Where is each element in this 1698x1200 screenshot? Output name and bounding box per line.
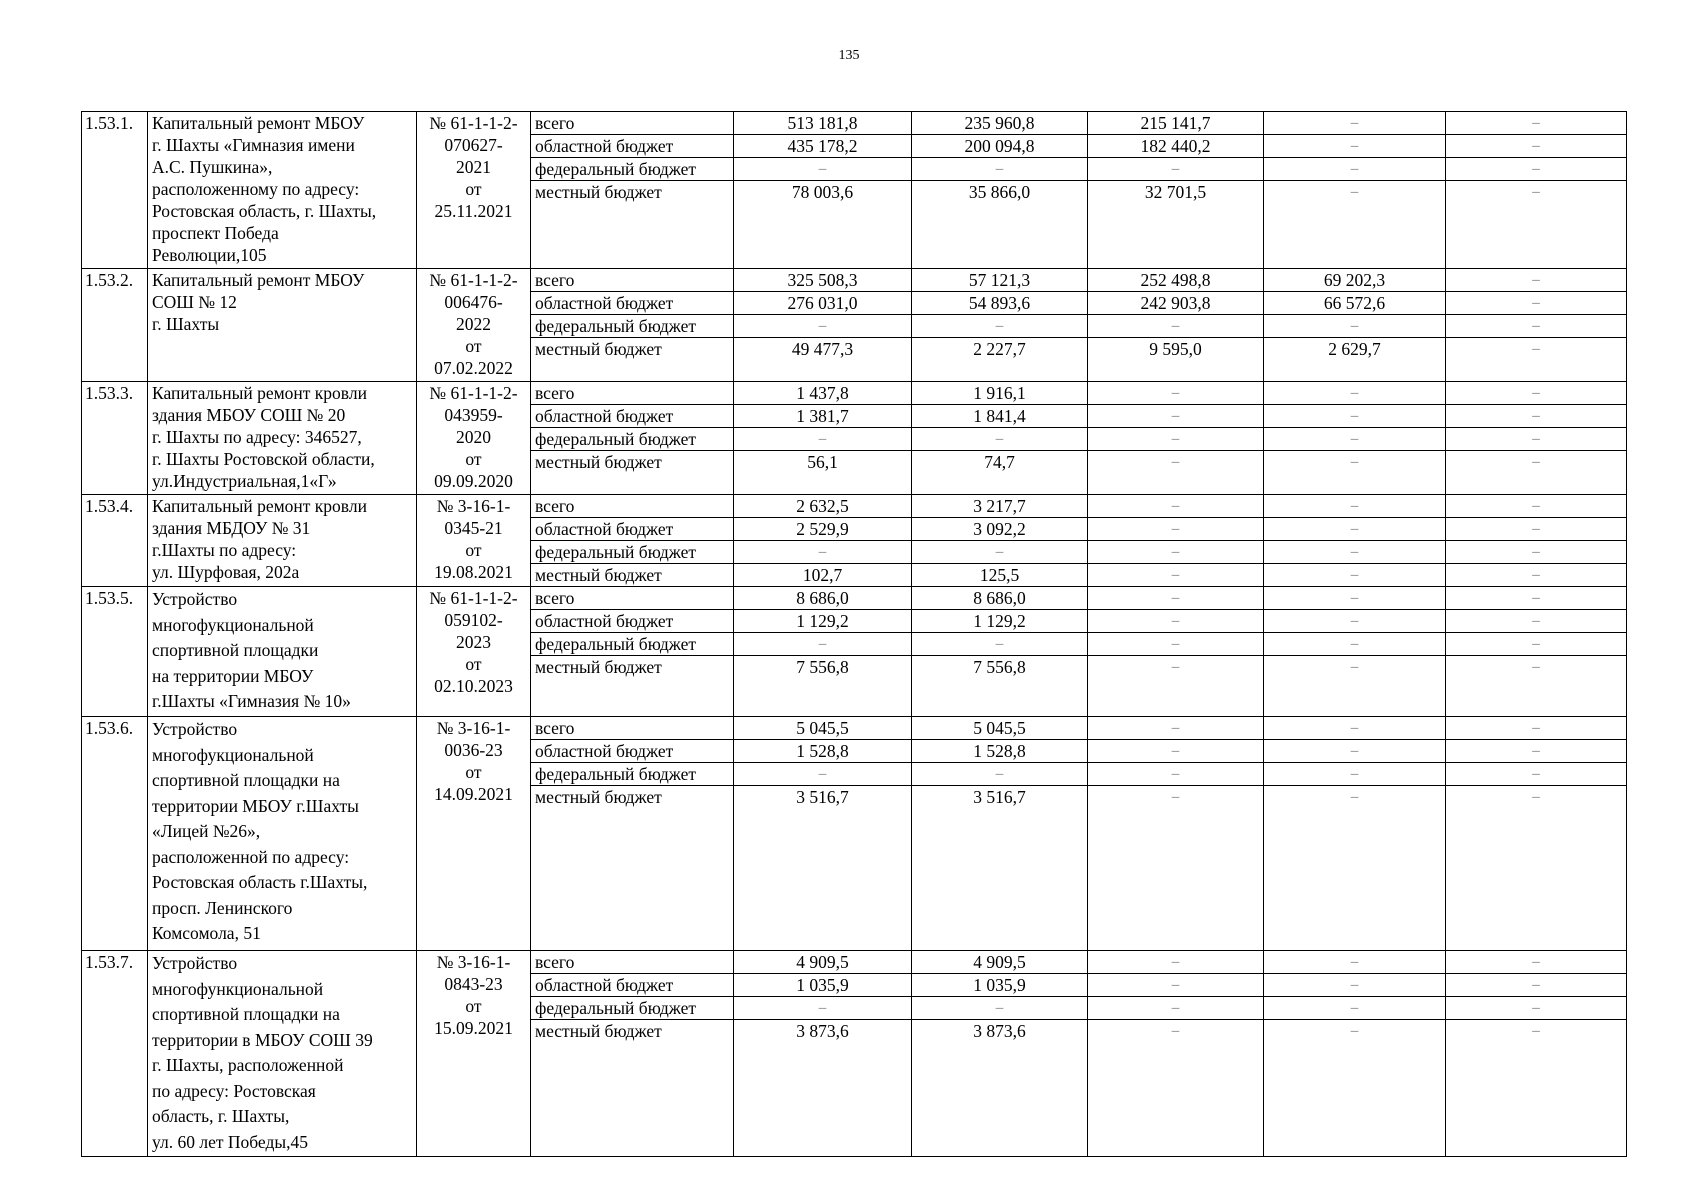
amount-cell: 252 498,8 xyxy=(1088,269,1264,292)
item-name-line: Комсомола, 51 xyxy=(152,923,261,943)
document-ref-line: 2020 xyxy=(456,427,491,447)
amount-cell: 1 528,8 xyxy=(734,740,912,763)
item-name xyxy=(148,382,417,495)
funding-source: всего xyxy=(531,382,734,405)
document-ref-line: 059102- xyxy=(444,610,503,630)
amount-cell: – xyxy=(1264,786,1446,951)
item-name-line: Устройство xyxy=(152,953,238,973)
funding-source: всего xyxy=(531,951,734,974)
amount-cell: – xyxy=(1264,518,1446,541)
amount-cell: 35 866,0 xyxy=(912,181,1088,269)
item-name-line: расположенному по адресу: xyxy=(152,179,360,199)
amount-cell: – xyxy=(1446,135,1627,158)
document-ref-line: 0036-23 xyxy=(444,740,503,760)
amount-cell: 435 178,2 xyxy=(734,135,912,158)
amount-cell: – xyxy=(1264,763,1446,786)
amount-cell: 78 003,6 xyxy=(734,181,912,269)
amount-cell: – xyxy=(1446,382,1627,405)
table-row xyxy=(82,951,1627,974)
funding-source: областной бюджет xyxy=(531,135,734,158)
item-name-line: область, г. Шахты, xyxy=(152,1106,290,1126)
item-number: 1.53.7. xyxy=(82,951,148,1157)
amount-cell: – xyxy=(1264,740,1446,763)
amount-cell: – xyxy=(734,633,912,656)
document-ref-line: от xyxy=(465,762,482,782)
item-name-line: спортивной площадки xyxy=(152,640,319,660)
amount-cell: – xyxy=(1264,951,1446,974)
document-ref-line: № 3-16-1- xyxy=(436,496,511,516)
amount-cell: – xyxy=(1264,587,1446,610)
item-number: 1.53.4. xyxy=(82,495,148,587)
amount-cell: – xyxy=(1264,451,1446,495)
item-name-line: г. Шахты xyxy=(152,314,220,334)
amount-cell: 54 893,6 xyxy=(912,292,1088,315)
amount-cell: 7 556,8 xyxy=(912,656,1088,717)
amount-cell: – xyxy=(912,428,1088,451)
amount-cell: 5 045,5 xyxy=(912,717,1088,740)
item-name-line: по адресу: Ростовская xyxy=(152,1080,316,1101)
amount-cell: – xyxy=(1088,158,1264,181)
item-number: 1.53.3. xyxy=(82,382,148,495)
amount-cell: – xyxy=(1088,587,1264,610)
amount-cell: – xyxy=(1264,495,1446,518)
amount-cell: – xyxy=(1088,428,1264,451)
amount-cell: – xyxy=(1264,112,1446,135)
funding-source: федеральный бюджет xyxy=(531,633,734,656)
document-ref-line: 14.09.2021 xyxy=(434,784,513,804)
amount-cell: – xyxy=(1446,656,1627,717)
funding-source: всего xyxy=(531,495,734,518)
amount-cell: – xyxy=(734,428,912,451)
amount-cell: 2 227,7 xyxy=(912,338,1088,382)
amount-cell: 32 701,5 xyxy=(1088,181,1264,269)
amount-cell: – xyxy=(734,158,912,181)
table-row xyxy=(82,587,1627,610)
amount-cell: 1 035,9 xyxy=(734,974,912,997)
item-name-line: г. Шахты по адресу: 346527, xyxy=(152,427,362,447)
item-number: 1.53.6. xyxy=(82,717,148,951)
funding-source: областной бюджет xyxy=(531,292,734,315)
amount-cell: – xyxy=(1264,428,1446,451)
document-ref-line: 070627- xyxy=(444,135,503,155)
amount-cell: 3 092,2 xyxy=(912,518,1088,541)
amount-cell: 1 381,7 xyxy=(734,405,912,428)
amount-cell: – xyxy=(912,633,1088,656)
amount-cell: 8 686,0 xyxy=(734,587,912,610)
funding-source: местный бюджет xyxy=(531,451,734,495)
table-body xyxy=(82,112,1627,1157)
amount-cell: 276 031,0 xyxy=(734,292,912,315)
amount-cell: 3 873,6 xyxy=(734,1020,912,1157)
amount-cell: – xyxy=(1446,181,1627,269)
amount-cell: – xyxy=(1446,610,1627,633)
item-name-line: ул. Шурфовая, 202а xyxy=(152,562,300,582)
amount-cell: – xyxy=(1088,518,1264,541)
item-name-line: Революции,105 xyxy=(152,245,267,265)
item-name-line: Устройство xyxy=(152,719,238,739)
amount-cell: – xyxy=(1446,633,1627,656)
document-ref xyxy=(417,382,531,495)
amount-cell: 1 129,2 xyxy=(912,610,1088,633)
amount-cell: – xyxy=(1446,951,1627,974)
document-ref-line: 2023 xyxy=(456,632,491,652)
funding-source: местный бюджет xyxy=(531,338,734,382)
amount-cell: – xyxy=(1446,997,1627,1020)
document-ref-line: 0345-21 xyxy=(444,518,503,538)
document-ref-line: 19.08.2021 xyxy=(434,562,513,582)
item-name-line: Капитальный ремонт МБОУ xyxy=(152,113,365,133)
document-ref-line: от xyxy=(465,449,482,469)
document-ref-line: 02.10.2023 xyxy=(434,676,513,696)
amount-cell: – xyxy=(1446,974,1627,997)
table-row xyxy=(82,269,1627,292)
table-row xyxy=(82,382,1627,405)
amount-cell: – xyxy=(1264,656,1446,717)
amount-cell: 1 528,8 xyxy=(912,740,1088,763)
document-ref xyxy=(417,587,531,717)
item-name xyxy=(148,951,417,1157)
amount-cell: 2 629,7 xyxy=(1264,338,1446,382)
item-name-line: на территории МБОУ xyxy=(152,665,314,686)
amount-cell: 235 960,8 xyxy=(912,112,1088,135)
funding-source: областной бюджет xyxy=(531,740,734,763)
item-name-line: Устройство xyxy=(152,589,238,609)
amount-cell: – xyxy=(1088,610,1264,633)
item-name-line: многофункциональной xyxy=(152,978,324,999)
document-ref-line: № 3-16-1- xyxy=(436,952,511,972)
amount-cell: 8 686,0 xyxy=(912,587,1088,610)
amount-cell: – xyxy=(1446,112,1627,135)
amount-cell: 74,7 xyxy=(912,451,1088,495)
amount-cell: 215 141,7 xyxy=(1088,112,1264,135)
amount-cell: – xyxy=(1088,763,1264,786)
amount-cell: – xyxy=(1446,717,1627,740)
document-ref-line: 2022 xyxy=(456,314,491,334)
amount-cell: – xyxy=(1088,451,1264,495)
amount-cell: – xyxy=(912,315,1088,338)
document-ref-line: 09.09.2020 xyxy=(434,471,513,491)
document-ref-line: 15.09.2021 xyxy=(434,1018,513,1038)
amount-cell: – xyxy=(1446,338,1627,382)
amount-cell: 69 202,3 xyxy=(1264,269,1446,292)
funding-source: местный бюджет xyxy=(531,1020,734,1157)
funding-source: федеральный бюджет xyxy=(531,428,734,451)
amount-cell: 3 516,7 xyxy=(734,786,912,951)
item-name xyxy=(148,269,417,382)
document-ref xyxy=(417,112,531,269)
amount-cell: – xyxy=(1264,405,1446,428)
amount-cell: – xyxy=(1446,763,1627,786)
amount-cell: – xyxy=(1088,974,1264,997)
item-name-line: спортивной площадки на xyxy=(152,1004,340,1024)
table-row xyxy=(82,717,1627,740)
amount-cell: – xyxy=(1264,315,1446,338)
document-ref-line: от xyxy=(465,179,482,199)
funding-source: областной бюджет xyxy=(531,974,734,997)
item-name xyxy=(148,112,417,269)
item-name-line: многофукциональной xyxy=(152,744,314,765)
amount-cell: – xyxy=(1264,633,1446,656)
item-name-line: ул. 60 лет Победы,45 xyxy=(152,1131,308,1152)
amount-cell: – xyxy=(1446,428,1627,451)
item-name-line: просп. Ленинского xyxy=(152,897,293,918)
item-name-line: Капитальный ремонт кровли xyxy=(152,383,367,403)
amount-cell: – xyxy=(1446,158,1627,181)
item-name-line: СОШ № 12 xyxy=(152,292,237,312)
amount-cell: – xyxy=(912,541,1088,564)
amount-cell: – xyxy=(1088,405,1264,428)
amount-cell: – xyxy=(1088,541,1264,564)
amount-cell: – xyxy=(1088,382,1264,405)
funding-source: федеральный бюджет xyxy=(531,763,734,786)
amount-cell: 49 477,3 xyxy=(734,338,912,382)
document-ref xyxy=(417,495,531,587)
page-number: 135 xyxy=(838,48,860,63)
funding-source: областной бюджет xyxy=(531,518,734,541)
funding-source: всего xyxy=(531,112,734,135)
item-name-line: Ростовская область, г. Шахты, xyxy=(152,201,377,221)
amount-cell: – xyxy=(1446,315,1627,338)
amount-cell: – xyxy=(1446,405,1627,428)
document-ref xyxy=(417,269,531,382)
document-ref-line: № 61-1-1-2- xyxy=(429,383,518,403)
item-name-line: Капитальный ремонт кровли xyxy=(152,496,367,516)
funding-source: всего xyxy=(531,587,734,610)
amount-cell: – xyxy=(1088,633,1264,656)
amount-cell: 4 909,5 xyxy=(734,951,912,974)
amount-cell: 9 595,0 xyxy=(1088,338,1264,382)
item-name-line: расположенной по адресу: xyxy=(152,846,350,867)
amount-cell: – xyxy=(1264,158,1446,181)
item-name-line: А.С. Пушкина», xyxy=(152,157,273,177)
amount-cell: 2 529,9 xyxy=(734,518,912,541)
item-name-line: территории МБОУ г.Шахты xyxy=(152,795,359,816)
amount-cell: 2 632,5 xyxy=(734,495,912,518)
item-name-line: ул.Индустриальная,1«Г» xyxy=(152,471,337,491)
amount-cell: – xyxy=(1446,564,1627,587)
amount-cell: – xyxy=(1088,495,1264,518)
amount-cell: – xyxy=(1264,135,1446,158)
amount-cell: – xyxy=(734,541,912,564)
amount-cell: 182 440,2 xyxy=(1088,135,1264,158)
amount-cell: – xyxy=(1264,610,1446,633)
funding-source: местный бюджет xyxy=(531,564,734,587)
document-ref-line: от xyxy=(465,336,482,356)
amount-cell: 56,1 xyxy=(734,451,912,495)
amount-cell: 125,5 xyxy=(912,564,1088,587)
amount-cell: 4 909,5 xyxy=(912,951,1088,974)
document-ref-line: № 61-1-1-2- xyxy=(429,588,518,608)
document-ref-line: № 61-1-1-2- xyxy=(429,270,518,290)
funding-source: федеральный бюджет xyxy=(531,315,734,338)
item-name-line: многофукциональной xyxy=(152,614,314,635)
item-name-line: «Лицей №26», xyxy=(152,821,261,841)
item-name-line: Капитальный ремонт МБОУ xyxy=(152,270,365,290)
document-ref-line: № 3-16-1- xyxy=(436,718,511,738)
item-name-line: г. Шахты, расположенной xyxy=(152,1055,344,1075)
item-name-line: Ростовская область г.Шахты, xyxy=(152,872,368,892)
item-name-line: г. Шахты «Гимназия имени xyxy=(152,135,355,155)
item-name-line: г.Шахты по адресу: xyxy=(152,540,297,560)
amount-cell: – xyxy=(1088,717,1264,740)
amount-cell: 200 094,8 xyxy=(912,135,1088,158)
amount-cell: 242 903,8 xyxy=(1088,292,1264,315)
item-name-line: территории в МБОУ СОШ 39 xyxy=(152,1029,373,1050)
amount-cell: – xyxy=(1446,451,1627,495)
amount-cell: – xyxy=(1446,1020,1627,1157)
amount-cell: 3 873,6 xyxy=(912,1020,1088,1157)
amount-cell: – xyxy=(1088,951,1264,974)
amount-cell: – xyxy=(1446,518,1627,541)
item-name-line: здания МБОУ СОШ № 20 xyxy=(152,405,346,425)
amount-cell: – xyxy=(912,158,1088,181)
document-ref-line: 07.02.2022 xyxy=(434,358,513,378)
amount-cell: 5 045,5 xyxy=(734,717,912,740)
funding-source: местный бюджет xyxy=(531,786,734,951)
item-number: 1.53.5. xyxy=(82,587,148,717)
amount-cell: – xyxy=(1088,564,1264,587)
document-ref xyxy=(417,951,531,1157)
table-row xyxy=(82,495,1627,518)
table-row xyxy=(82,112,1627,135)
amount-cell: – xyxy=(1446,541,1627,564)
amount-cell: 3 516,7 xyxy=(912,786,1088,951)
amount-cell: 1 437,8 xyxy=(734,382,912,405)
funding-source: областной бюджет xyxy=(531,610,734,633)
item-number: 1.53.2. xyxy=(82,269,148,382)
amount-cell: 1 129,2 xyxy=(734,610,912,633)
amount-cell: – xyxy=(1264,541,1446,564)
amount-cell: 57 121,3 xyxy=(912,269,1088,292)
amount-cell: – xyxy=(1088,786,1264,951)
item-name-line: г. Шахты Ростовской области, xyxy=(152,449,375,469)
item-name xyxy=(148,717,417,951)
funding-source: областной бюджет xyxy=(531,405,734,428)
document-ref-line: от xyxy=(465,996,482,1016)
item-name-line: здания МБДОУ № 31 xyxy=(152,518,311,538)
budget-table xyxy=(81,111,1627,1157)
item-number: 1.53.1. xyxy=(82,112,148,269)
amount-cell: – xyxy=(1088,740,1264,763)
amount-cell: – xyxy=(1264,1020,1446,1157)
amount-cell: – xyxy=(1446,786,1627,951)
amount-cell: – xyxy=(1446,269,1627,292)
amount-cell: – xyxy=(1264,974,1446,997)
amount-cell: – xyxy=(1446,292,1627,315)
funding-source: местный бюджет xyxy=(531,181,734,269)
document-ref-line: 0843-23 xyxy=(444,974,503,994)
document-ref xyxy=(417,717,531,951)
document-ref-line: 043959- xyxy=(444,405,503,425)
amount-cell: – xyxy=(734,763,912,786)
document-ref-line: от xyxy=(465,540,482,560)
item-name xyxy=(148,587,417,717)
amount-cell: 325 508,3 xyxy=(734,269,912,292)
document-ref-line: 2021 xyxy=(456,157,491,177)
funding-source: всего xyxy=(531,717,734,740)
item-name-line: г.Шахты «Гимназия № 10» xyxy=(152,691,351,711)
amount-cell: – xyxy=(734,315,912,338)
item-name-line: проспект Победа xyxy=(152,223,279,243)
amount-cell: 1 916,1 xyxy=(912,382,1088,405)
amount-cell: 1 841,4 xyxy=(912,405,1088,428)
funding-source: федеральный бюджет xyxy=(531,158,734,181)
amount-cell: – xyxy=(1264,181,1446,269)
funding-source: всего xyxy=(531,269,734,292)
funding-source: федеральный бюджет xyxy=(531,541,734,564)
amount-cell: – xyxy=(1446,740,1627,763)
funding-source: федеральный бюджет xyxy=(531,997,734,1020)
document-ref-line: от xyxy=(465,654,482,674)
document-ref-line: № 61-1-1-2- xyxy=(429,113,518,133)
amount-cell: – xyxy=(912,763,1088,786)
amount-cell: – xyxy=(1264,564,1446,587)
amount-cell: – xyxy=(1446,587,1627,610)
amount-cell: 66 572,6 xyxy=(1264,292,1446,315)
item-name xyxy=(148,495,417,587)
amount-cell: 513 181,8 xyxy=(734,112,912,135)
amount-cell: – xyxy=(1088,315,1264,338)
amount-cell: – xyxy=(912,997,1088,1020)
amount-cell: 102,7 xyxy=(734,564,912,587)
amount-cell: – xyxy=(1264,997,1446,1020)
amount-cell: 1 035,9 xyxy=(912,974,1088,997)
amount-cell: – xyxy=(1446,495,1627,518)
amount-cell: – xyxy=(1088,997,1264,1020)
document-ref-line: 25.11.2021 xyxy=(434,201,513,221)
amount-cell: 7 556,8 xyxy=(734,656,912,717)
amount-cell: – xyxy=(1264,717,1446,740)
amount-cell: – xyxy=(1088,1020,1264,1157)
amount-cell: – xyxy=(1264,382,1446,405)
amount-cell: – xyxy=(734,997,912,1020)
item-name-line: спортивной площадки на xyxy=(152,770,340,790)
document-ref-line: 006476- xyxy=(444,292,503,312)
amount-cell: – xyxy=(1088,656,1264,717)
amount-cell: 3 217,7 xyxy=(912,495,1088,518)
funding-source: местный бюджет xyxy=(531,656,734,717)
